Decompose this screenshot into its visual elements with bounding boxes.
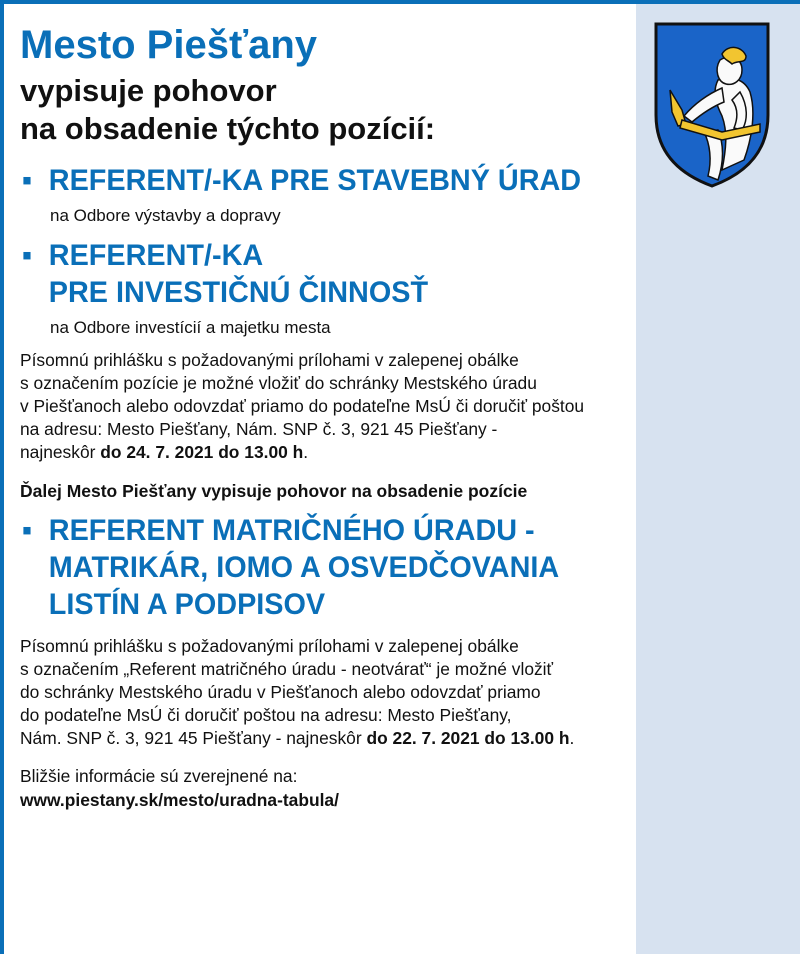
position-3-line-3: LISTÍN A PODPISOV bbox=[48, 588, 326, 621]
more-info bbox=[20, 764, 790, 812]
deadline-1: do 24. 7. 2021 do 13.00 h bbox=[100, 442, 304, 462]
position-3-line-1: REFERENT MATRIČNÉHO ÚRADU - bbox=[48, 514, 535, 547]
more-info-label: Bližšie informácie sú zverejnené na: bbox=[20, 766, 298, 786]
position-3-line-2: MATRIKÁR, IOMO A OSVEDČOVANIA bbox=[48, 551, 560, 584]
subtitle-line-2: na obsadenie týchto pozícií: bbox=[20, 111, 436, 146]
position-2-title bbox=[20, 237, 759, 311]
deadline-2: do 22. 7. 2021 do 13.00 h bbox=[366, 728, 570, 748]
text-line: do schránky Mestského úradu v Piešťanoch alebo odovzdať priamo bbox=[20, 682, 541, 702]
page-title: Mesto Piešťany bbox=[20, 23, 318, 67]
bullet-icon: ▪ bbox=[21, 514, 33, 547]
position-2-line-2: PRE INVESTIČNÚ ČINNOSŤ bbox=[48, 276, 429, 309]
text-line: v Piešťanoch alebo odovzdať priamo do podateľne MsÚ či doručiť poštou bbox=[20, 396, 585, 416]
deadline-suffix: . bbox=[569, 728, 575, 748]
subtitle-line-1: vypisuje pohovor bbox=[20, 73, 277, 108]
text-line: s označením „Referent matričného úradu - neotvárať“ je možné vložiť bbox=[20, 659, 554, 679]
position-1-title bbox=[20, 162, 759, 199]
application-paragraph-2 bbox=[20, 635, 790, 750]
bullet-icon: ▪ bbox=[21, 164, 33, 197]
text-line: na adresu: Mesto Piešťany, Nám. SNP č. 3, 921 45 Piešťany - bbox=[20, 419, 498, 439]
deadline-suffix: . bbox=[303, 442, 309, 462]
text-line: Písomnú prihlášku s požadovanými prílohami v zalepenej obálke bbox=[20, 350, 519, 370]
advert-content bbox=[20, 22, 790, 812]
bullet-icon: ▪ bbox=[21, 239, 33, 272]
deadline-line bbox=[20, 727, 790, 750]
deadline-line bbox=[20, 441, 790, 464]
position-2-line-1: REFERENT/-KA bbox=[48, 239, 264, 272]
position-1-line: REFERENT/-KA PRE STAVEBNÝ ÚRAD bbox=[48, 164, 582, 197]
text-line: Písomnú prihlášku s požadovanými prílohami v zalepenej obálke bbox=[20, 636, 519, 656]
deadline-prefix: najneskôr bbox=[20, 442, 101, 462]
info-url-link[interactable]: www.piestany.sk/mesto/uradna-tabula/ bbox=[20, 790, 339, 810]
position-1-department: na Odbore výstavby a dopravy bbox=[50, 206, 281, 225]
text-line: s označením pozície je možné vložiť do schránky Mestského úradu bbox=[20, 373, 537, 393]
text-line: do podateľne MsÚ či doručiť poštou na adresu: Mesto Piešťany, bbox=[20, 705, 512, 725]
deadline-prefix: Nám. SNP č. 3, 921 45 Piešťany - najneskôr bbox=[20, 728, 367, 748]
position-3-title bbox=[20, 512, 759, 623]
lead-sentence: Ďalej Mesto Piešťany vypisuje pohovor na obsadenie pozície bbox=[20, 481, 528, 501]
application-paragraph-1 bbox=[20, 349, 790, 464]
position-2-department: na Odbore investícií a majetku mesta bbox=[50, 318, 331, 337]
